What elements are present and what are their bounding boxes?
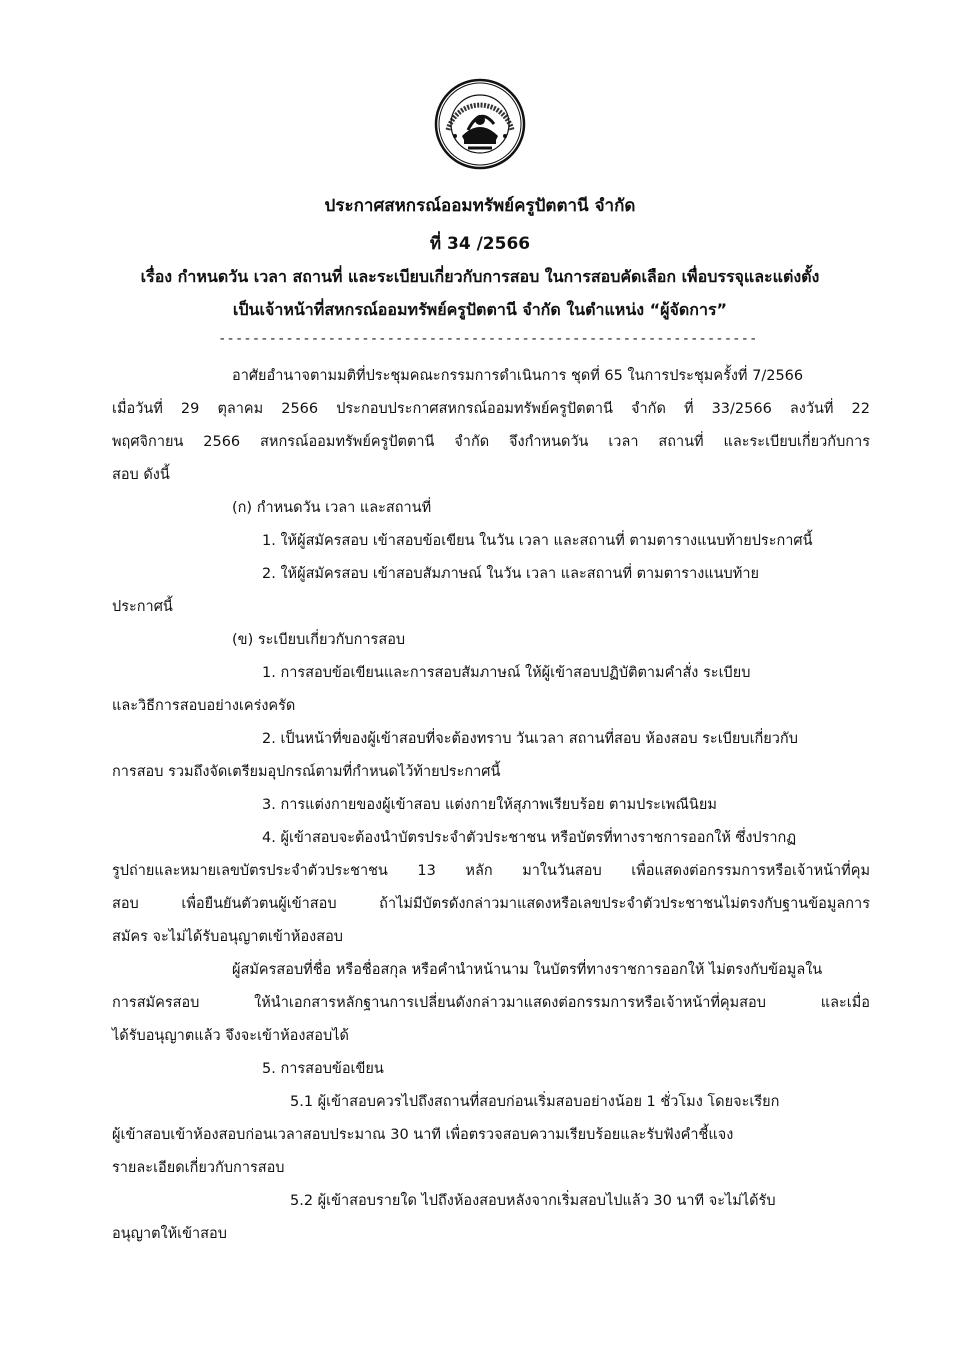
section-b-item-5-1-cont: รายละเอียดเกี่ยวกับการสอบ [112,1160,285,1176]
intro-line: สอบ ดังนี้ [112,467,170,483]
section-b-item-4-cont: สมัคร จะไม่ได้รับอนุญาตเข้าห้องสอบ [112,929,343,945]
section-b-note: ผู้สมัครสอบที่ชื่อ หรือชื่อสกุล หรือคำนำหน้านาม ในบัตรที่ทางราชการออกให้ ไม่ตรงกับข้อมูลใน [232,962,823,978]
intro-line: เมื่อวันที่ 29 ตุลาคม 2566 ประกอบประกาศสหกรณ์ออมทรัพย์ครูปัตตานี จำกัด ที่ 33/2566 ลงวันที่ 22 [112,401,870,417]
seal-emblem-icon [434,78,526,170]
section-b-note-cont: ได้รับอนุญาตแล้ว จึงจะเข้าห้องสอบได้ [112,1028,349,1044]
section-b-item-5-1: 5.1 ผู้เข้าสอบควรไปถึงสถานที่สอบก่อนเริ่มสอบอย่างน้อย 1 ชั่วโมง โดยจะเรียก [290,1094,780,1110]
section-b-item-2-cont: การสอบ รวมถึงจัดเตรียมอุปกรณ์ตามที่กำหนดไว้ท้ายประกาศนี้ [112,764,501,780]
section-b-item-3: 3. การแต่งกายของผู้เข้าสอบ แต่งกายให้สุภาพเรียบร้อย ตามประเพณีนิยม [262,797,717,813]
section-b-item-4-cont: สอบ เพื่อยืนยันตัวตนผู้เข้าสอบ ถ้าไม่มีบัตรดังกล่าวมาแสดงหรือเลขประจำตัวประชาชนไม่ตรงกับฐานข้อมูลการ [112,896,870,912]
section-b-item-5: 5. การสอบข้อเขียน [262,1061,384,1077]
section-b-item-4: 4. ผู้เข้าสอบจะต้องนำบัตรประจำตัวประชาชน หรือบัตรที่ทางราชการออกให้ ซึ่งปรากฏ [262,830,797,846]
section-a-heading: (ก) กำหนดวัน เวลา และสถานที่ [232,500,432,516]
subject-line-1: เรื่อง กำหนดวัน เวลา สถานที่ และระเบียบเกี่ยวกับการสอบ ในการสอบคัดเลือก เพื่อบรรจุและแต่งตั้ง [140,267,820,286]
section-b-item-2: 2. เป็นหน้าที่ของผู้เข้าสอบที่จะต้องทราบ วันเวลา สถานที่สอบ ห้องสอบ ระเบียบเกี่ยวกับ [262,731,798,747]
section-a-item-2: 2. ให้ผู้สมัครสอบ เข้าสอบสัมภาษณ์ ในวัน เวลา และสถานที่ ตามตารางแนบท้าย [262,566,759,582]
section-b-heading: (ข) ระเบียบเกี่ยวกับการสอบ [232,632,406,648]
intro-line: อาศัยอำนาจตามมติที่ประชุมคณะกรรมการดำเนินการ ชุดที่ 65 ในการประชุมครั้งที่ 7/2566 [232,368,804,384]
section-b-item-5-2: 5.2 ผู้เข้าสอบรายใด ไปถึงห้องสอบหลังจากเริ่มสอบไปแล้ว 30 นาที จะไม่ได้รับ [290,1193,776,1209]
section-b-item-4-cont: รูปถ่ายและหมายเลขบัตรประจำตัวประชาชน 13 หลัก มาในวันสอบ เพื่อแสดงต่อกรรมการหรือเจ้าหน้าที่คุม [112,863,870,879]
section-b-item-5-2-cont: อนุญาตให้เข้าสอบ [112,1226,227,1242]
section-b-item-1: 1. การสอบข้อเขียนและการสอบสัมภาษณ์ ให้ผู้เข้าสอบปฏิบัติตามคำสั่ง ระเบียบ [262,665,751,681]
section-b-item-1-cont: และวิธีการสอบอย่างเคร่งครัด [112,698,296,714]
section-a-item-1: 1. ให้ผู้สมัครสอบ เข้าสอบข้อเขียน ในวัน เวลา และสถานที่ ตามตารางแนบท้ายประกาศนี้ [262,533,813,549]
separator-line: ---------------------------------------------------------------- [218,332,758,346]
section-a-item-2-cont: ประกาศนี้ [112,599,173,615]
section-b-note-cont: การสมัครสอบ ให้นำเอกสารหลักฐานการเปลี่ยนดังกล่าวมาแสดงต่อกรรมการหรือเจ้าหน้าที่คุมสอบ และเมื่อ [112,995,870,1011]
intro-line: พฤศจิกายน 2566 สหกรณ์ออมทรัพย์ครูปัตตานี จำกัด จึงกำหนดวัน เวลา สถานที่ และระเบียบเกี่ยวกับการ [112,434,870,450]
section-b-item-5-1-cont: ผู้เข้าสอบเข้าห้องสอบก่อนเวลาสอบประมาณ 30 นาที เพื่อตรวจสอบความเรียบร้อยและรับฟังคำชี้แจง [112,1127,734,1143]
subject-line-2: เป็นเจ้าหน้าที่สหกรณ์ออมทรัพย์ครูปัตตานี จำกัด ในตำแหน่ง “ผู้จัดการ” [232,300,728,319]
announcement-title: ประกาศสหกรณ์ออมทรัพย์ครูปัตตานี จำกัด [324,196,636,216]
cooperative-seal-logo [434,78,526,170]
announcement-number: ที่ 34 /2566 [429,234,531,254]
